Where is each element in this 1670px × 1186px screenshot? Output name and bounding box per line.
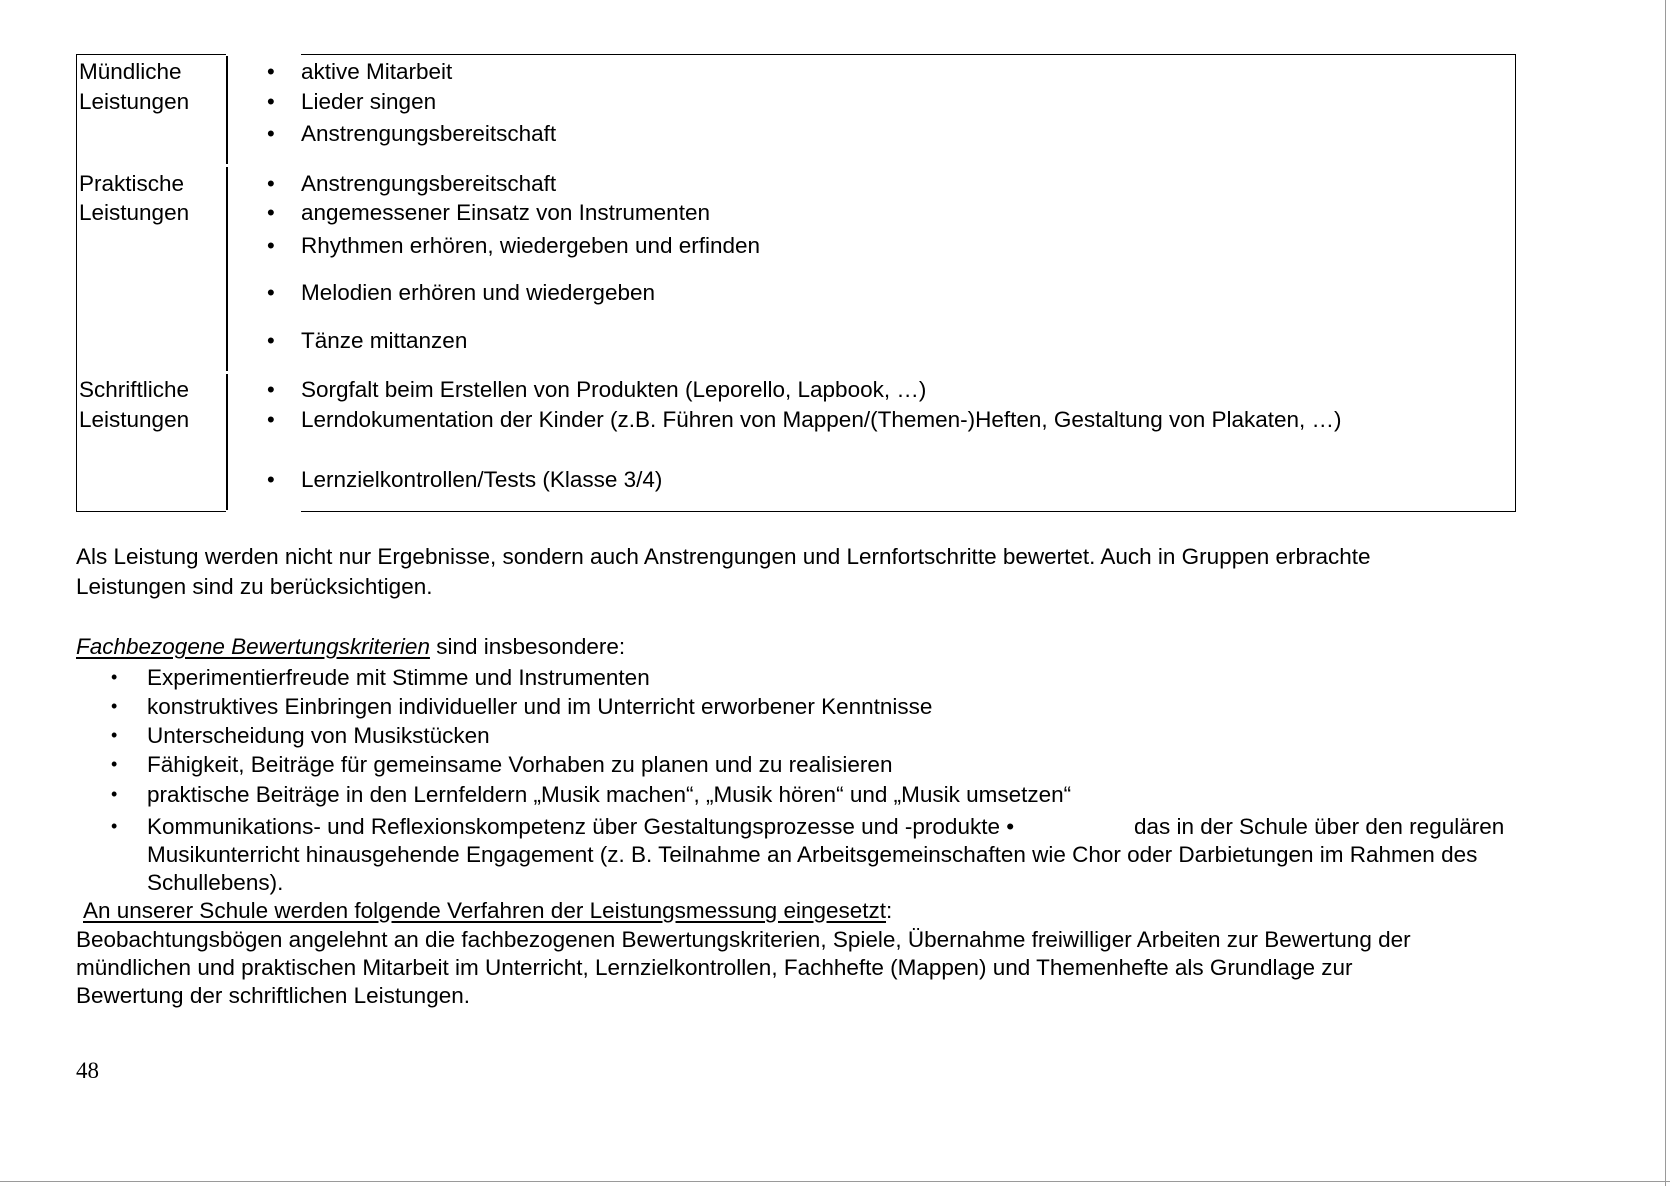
table-item: Tänze mittanzen — [301, 328, 468, 353]
methods-heading — [83, 897, 892, 924]
criteria-item: Kommunikations- und Reflexionskompetenz über Gestaltungsprozesse und -produkte • — [147, 814, 1015, 839]
table-divider — [226, 167, 228, 371]
criteria-item: konstruktives Einbringen individueller und im Unterricht erworbener Kenntnisse — [147, 694, 933, 719]
bullet: • — [267, 171, 275, 196]
criteria-item: Unterscheidung von Musikstücken — [147, 723, 490, 748]
methods-heading-underlined: An unserer Schule werden folgende Verfahren der Leistungsmessung eingesetzt — [83, 898, 887, 923]
bullet: • — [267, 407, 275, 432]
table-gap — [226, 54, 301, 56]
criteria-item: Fähigkeit, Beiträge für gemeinsame Vorhaben zu planen und zu realisieren — [147, 752, 893, 777]
page-edge — [0, 1181, 1670, 1182]
criteria-item: Schullebens). — [147, 870, 284, 895]
bullet: • — [267, 59, 275, 84]
bullet: • — [111, 754, 118, 774]
methods-text: mündlichen und praktischen Mitarbeit im Unterricht, Lernzielkontrollen, Fachhefte (Mappen) und Themenhefte als Grundlage zur — [76, 955, 1353, 980]
table-item: Melodien erhören und wiedergeben — [301, 280, 656, 305]
criteria-item: Experimentierfreude mit Stimme und Instrumenten — [147, 665, 650, 690]
table-item: Rhythmen erhören, wiedergeben und erfinden — [301, 233, 761, 258]
bullet: • — [111, 725, 118, 745]
methods-heading-colon: : — [886, 898, 893, 923]
criteria-item: das in der Schule über den regulären — [1134, 814, 1505, 839]
criteria-heading-rest: sind insbesondere: — [429, 634, 626, 659]
criteria-heading-emphasis: Fachbezogene Bewertungskriterien — [76, 634, 430, 659]
table-divider — [226, 374, 228, 512]
bullet: • — [111, 667, 118, 687]
table-item: aktive Mitarbeit — [301, 59, 453, 84]
row-label: Leistungen — [79, 200, 190, 225]
bullet: • — [267, 233, 275, 258]
page-number: 48 — [76, 1058, 99, 1083]
table-gap — [226, 510, 301, 513]
bullet: • — [267, 280, 275, 305]
criteria-item: praktische Beiträge in den Lernfeldern „Musik machen“, „Musik hören“ und „Musik umsetzen“ — [147, 782, 1072, 807]
intro-text: Leistungen sind zu berücksichtigen. — [76, 574, 433, 599]
bullet: • — [267, 200, 275, 225]
methods-text: Beobachtungsbögen angelehnt an die fachbezogenen Bewertungskriterien, Spiele, Übernahme freiwilliger Arbeiten zur Bewertung der — [76, 927, 1411, 952]
intro-text: Als Leistung werden nicht nur Ergebnisse, sondern auch Anstrengungen und Lernfortschritte bewertet. Auch in Gruppen erbrachte — [76, 544, 1371, 569]
row-label: Leistungen — [79, 89, 190, 114]
table-item: Anstrengungsbereitschaft — [301, 121, 557, 146]
table-item: Sorgfalt beim Erstellen von Produkten (Leporello, Lapbook, …) — [301, 377, 927, 402]
page-edge — [1665, 0, 1666, 1186]
row-label: Praktische — [79, 171, 185, 196]
row-label: Schriftliche — [79, 377, 190, 402]
bullet: • — [111, 696, 118, 716]
table-item: Lernzielkontrollen/Tests (Klasse 3/4) — [301, 467, 663, 492]
bullet: • — [111, 816, 118, 836]
row-label: Mündliche — [79, 59, 182, 84]
table-item: Anstrengungsbereitschaft — [301, 171, 557, 196]
bullet: • — [111, 784, 118, 804]
bullet: • — [267, 467, 275, 492]
bullet: • — [267, 121, 275, 146]
table-item: Lerndokumentation der Kinder (z.B. Führen von Mappen/(Themen-)Heften, Gestaltung von Plakaten, …) — [301, 407, 1342, 432]
criteria-heading — [76, 633, 625, 660]
table-border — [76, 54, 1516, 512]
bullet: • — [267, 89, 275, 114]
table-divider — [226, 54, 228, 164]
table-item: Lieder singen — [301, 89, 437, 114]
methods-text: Bewertung der schriftlichen Leistungen. — [76, 983, 470, 1008]
table-item: angemessener Einsatz von Instrumenten — [301, 200, 710, 225]
row-label: Leistungen — [79, 407, 190, 432]
bullet: • — [267, 328, 275, 353]
bullet: • — [267, 377, 275, 402]
criteria-item: Musikunterricht hinausgehende Engagement (z. B. Teilnahme an Arbeitsgemeinschaften wie Chor oder Darbietungen im Rahmen des — [147, 842, 1478, 867]
